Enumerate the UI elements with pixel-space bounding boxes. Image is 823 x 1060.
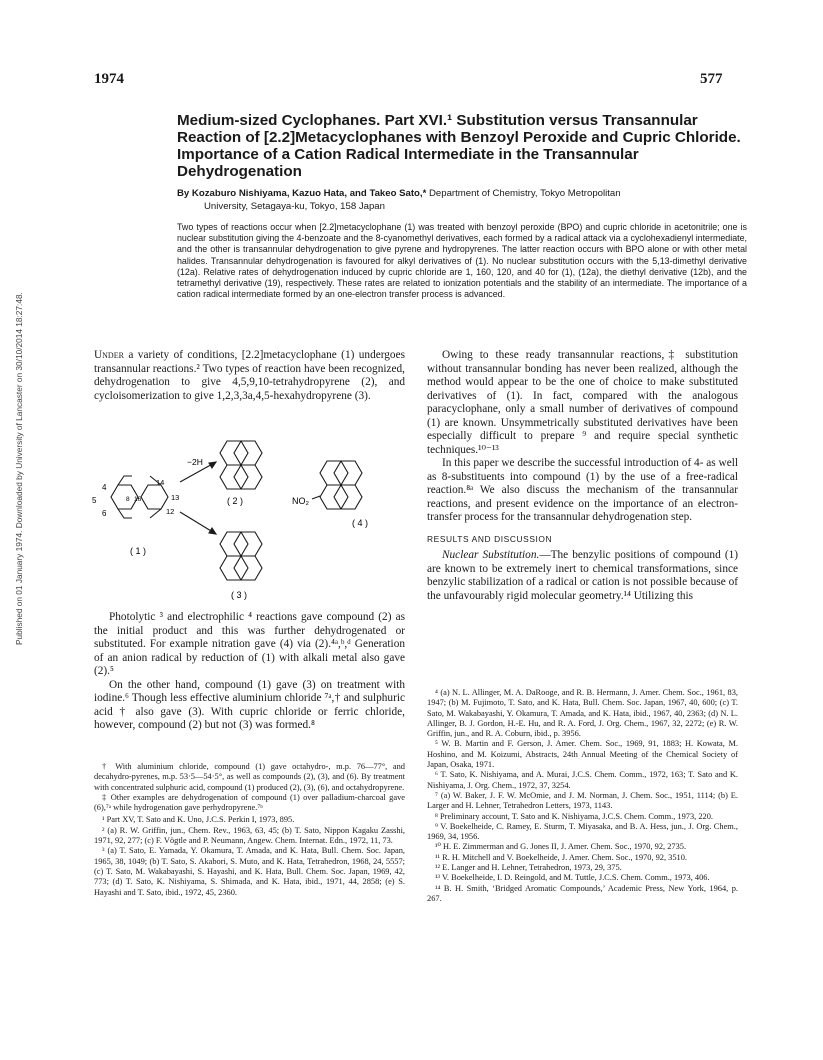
intro-text: a variety of conditions, [2.2]metacyclophane (1) undergoes transannular reactions.² Two types of reaction have been recognized, dehydrogenation to give 4,5,9,10-tetrahydropyrene (2), and cycloisomerization to give 1,2,3,3a,4,5-hexahydropyrene (3).: [94, 349, 405, 402]
structure-3-hexahydropyrene: [220, 532, 262, 580]
journal-year: 1974: [94, 71, 124, 87]
abstract: Two types of reactions occur when [2.2]metacyclophane (1) was treated with benzoyl peroxide (BPO) and cupric chloride in acetonitrile; one is nuclear substitution giving the 4-benzoate and the 8-cyanomethyl derivatives, each formed by a radical attack via a cyclohexadienyl intermediate, and the other is transannular dehydrogenation to give pyrene and hydropyrenes. The latter reaction occurs with BPO alone or with other metal halides. Transannular dehydrogenation is favoured for alkyl derivatives of (1). No nuclear substitution occurs with the 5,13-dimethyl derivative (12a). Relative rates of dehydrogenation induced by cupric chloride are 1, 160, 120, and 40 for (1), (12a), the diethyl derivative (12b), and the tetramethyl derivative (19), respectively. These rates are related to ionization potentials and the stability of an intermediate. The importance of a cation radical intermediate formed by an one-electron transfer process is advanced.: [177, 222, 747, 300]
minus-2h-label: −2H: [187, 457, 203, 467]
arrow-to-2-head: [209, 462, 216, 468]
author-block: [177, 188, 747, 213]
ring-1-right: [141, 485, 168, 509]
subsection-heading: Nuclear Substitution.: [442, 549, 540, 561]
author-names: By Kozaburo Nishiyama, Kazuo Hata, and Takeo Sato,*: [177, 188, 427, 199]
reaction-scheme-figure: [88, 432, 410, 604]
reference-7: ⁷ (a) W. Baker, J. F. W. McOmie, and J. M. Norman, J. Chem. Soc., 1951, 1114; (b) E. Larger and H. Lehner, Tetrahedron Letters, 1973, 1143.: [427, 790, 738, 811]
reference-6: ⁶ T. Sato, K. Nishiyama, and A. Murai, J.C.S. Chem. Comm., 1972, 163; T. Sato and K. Nishiyama, J. Org. Chem., 1972, 37, 3254.: [427, 770, 738, 790]
locant-14: 14: [156, 478, 165, 487]
nitro-group-label: NO₂: [292, 496, 309, 506]
locant-16: 16: [134, 496, 142, 503]
reference-9: ⁹ V. Boekelheide, C. Ramey, E. Sturm, T. Miyasaka, and B. A. Hess, jun., J. Org. Chem., 1969, 34, 1956.: [427, 821, 738, 842]
affiliation-line-1: Department of Chemistry, Tokyo Metropolitan: [429, 188, 621, 199]
reference-3: ³ (a) T. Sato, E. Yamada, Y. Okamura, T. Amada, and K. Hata, Bull. Chem. Soc. Japan, 1965, 38, 1049; (b) T. Sato, S. Akabori, S. Muto, and K. Hata, Tetrahedron, 1968, 24, 5557; (c) T. Sato, M. Wakabayashi, S. Hayashi, and K. Hata, Bull. Chem. Soc. Japan, 1969, 42, 773; (d) T. Sato, K. Nishiyama, S. Shimada, and K. Hata, ibid., 1971, 44, 2858; (e) S. Hayashi and T. Sato, ibid., 1972, 45, 2360.: [94, 846, 405, 897]
reference-11: ¹¹ R. H. Mitchell and V. Boekelheide, J. Amer. Chem. Soc., 1970, 92, 3510.: [435, 852, 687, 862]
reference-14: ¹⁴ B. H. Smith, ‘Bridged Aromatic Compounds,’ Academic Press, New York, 1964, p. 267.: [427, 883, 738, 903]
reference-1: ¹ Part XV, T. Sato and K. Uno, J.C.S. Perkin I, 1973, 895.: [102, 815, 295, 825]
structure-4-nitro: [312, 461, 362, 509]
affiliation-line-2: University, Setagaya-ku, Tokyo, 158 Japan: [204, 200, 385, 212]
page-number: 577: [700, 71, 723, 87]
locant-5: 5: [92, 496, 97, 505]
label-compound-4: ( 4 ): [352, 518, 369, 528]
right-body: [427, 349, 738, 603]
footnote-dagger: † With aluminium chloride, compound (1) gave octahydro-, m.p. 76—77°, and decahydro-pyrenes, m.p. 53·5—54·5°, as well as compounds (2), (3), and (6). By treatment with concentrated sulphuric acid, compound (1) produced (2), (3), (6), and octahydropyrene.: [94, 762, 405, 792]
reference-5: ⁵ W. B. Martin and F. Gerson, J. Amer. Chem. Soc., 1969, 91, 1883; H. Kowata, M. Hoshino, and M. Koizumi, Abstracts, 24th Annual Meeting of the Chemical Society of Japan, Osaka, 1971.: [427, 739, 738, 770]
locant-6: 6: [102, 509, 107, 518]
reference-10: ¹⁰ H. E. Zimmerman and G. Jones II, J. Amer. Chem. Soc., 1970, 92, 2735.: [435, 842, 687, 852]
section-heading: RESULTS AND DISCUSSION: [427, 533, 553, 544]
paragraph-photolytic: Photolytic ³ and electrophilic ⁴ reactions gave compound (2) as the initial product and this was further dehydrogenated or substituted. For example nitration gave (4) via (2).⁴ᵃ,ᵇ,ᵈ Generation of an anion radical by reduction of (1) with alkali metal also gave (2).⁵: [94, 611, 405, 677]
nitro-bond: [312, 496, 320, 499]
right-references: [427, 688, 738, 904]
locant-4: 4: [102, 483, 107, 492]
paragraph-owing: Owing to these ready transannular reactions,‡ substitution without transannular bonding has never been realized, although the method would appear to be the one of choice to make substituted derivatives of (1). In fact, compared with the analogous paracyclophane, only a small number of derivatives of compound (1) are known. Unsymmetrically substituted derivatives have been especially difficult to prepare ⁹ and require special synthetic techniques.¹⁰⁻¹³: [427, 349, 738, 456]
paragraph-in-this-paper: In this paper we describe the successful introduction of 4- as well as 8-substituents into compound (1) by the use of a free-radical reaction.⁸ᵃ We also discuss the mechanism of the transannular reactions, and present evidence on the importance of an electron-transfer process for the transannular dehydrogenation step.: [427, 457, 738, 523]
download-watermark: Published on 01 January 1974. Downloaded by University of Lancaster on 30/10/2014 18:27:48.: [14, 292, 24, 645]
left-body: [94, 611, 405, 733]
intro-paragraph: [94, 349, 405, 403]
reference-8: ⁸ Preliminary account, T. Sato and K. Nishiyama, J.C.S. Chem. Comm., 1973, 220.: [435, 811, 714, 821]
label-compound-2: ( 2 ): [227, 496, 244, 506]
reaction-arrows: [180, 462, 216, 534]
paragraph-other-hand: On the other hand, compound (1) gave (3) on treatment with iodine.⁶ Though less effective aluminium chloride ⁷ᵃ,† and sulphuric acid † also gave (3). With cupric chloride or ferric chloride, however, compound (2) but not (3) was formed.⁸: [94, 678, 405, 731]
arrow-to-3-head: [209, 528, 216, 534]
reference-4: ⁴ (a) N. L. Allinger, M. A. DaRooge, and R. B. Hermann, J. Amer. Chem. Soc., 1961, 83, 1947; (b) M. Fujimoto, T. Sato, and K. Hata, Bull. Chem. Soc. Japan, 1967, 40, 600; (c) T. Sato, M. Wakabayashi, Y. Okamura, T. Amada, and K. Hata, ibid., 1967, 40, 2363; (d) N. L. Allinger, B. J. Gordon, H.-E. Hu, and R. A. Ford, J. Org. Chem., 1967, 32, 2272; (e) R. W. Griffin, jun., and R. A. Coburn, ibid., p. 3956.: [427, 688, 738, 739]
locant-8: 8: [126, 496, 130, 503]
left-footnotes: [94, 762, 405, 898]
footnote-double-dagger: ‡ Other examples are dehydrogenation of compound (1) over palladium-charcoal gave (6),⁷ᵃ while hydrogenation gave perhydropyrene.⁷ᵇ: [94, 792, 405, 813]
structure-2-tetrahydropyrene: [220, 441, 262, 489]
reference-13: ¹³ V. Boekelheide, I. D. Reingold, and M. Tuttle, J.C.S. Chem. Comm., 1973, 406.: [435, 873, 710, 883]
reference-12: ¹² E. Langer and H. Lehner, Tetrahedron, 1973, 29, 375.: [435, 863, 622, 873]
article-title: Medium-sized Cyclophanes. Part XVI.¹ Substitution versus Transannular Reaction of [2.2]Metacyclophanes with Benzoyl Peroxide and Cupric Chloride. Importance of a Cation Radical Intermediate in the Transannular Dehydrogenation: [177, 112, 741, 180]
bridge-1-lower-right: [150, 509, 161, 518]
label-compound-1: ( 1 ): [130, 546, 147, 556]
bridge-1-upper: [118, 476, 132, 485]
intro-drop-word: Under: [94, 349, 124, 361]
label-compound-3: ( 3 ): [231, 590, 248, 600]
locant-13: 13: [171, 493, 180, 502]
bridge-1-lower: [118, 509, 132, 518]
locant-12: 12: [166, 507, 175, 516]
paragraph-nuclear-substitution: —The benzylic positions of compound (1) are known to be extremely inert to chemical transformations, since benzylic stabilization of a radical or cation is not possible because of the unfavourably rigid molecular geometry.¹⁴ Utilizing this: [427, 549, 739, 602]
reference-2: ² (a) R. W. Griffin, jun., Chem. Rev., 1963, 63, 45; (b) T. Sato, Nippon Kagaku Zasshi, 1971, 92, 277; (c) F. Vögtle and P. Neumann, Angew. Chem. Internat. Edn., 1972, 11, 73.: [94, 825, 405, 846]
